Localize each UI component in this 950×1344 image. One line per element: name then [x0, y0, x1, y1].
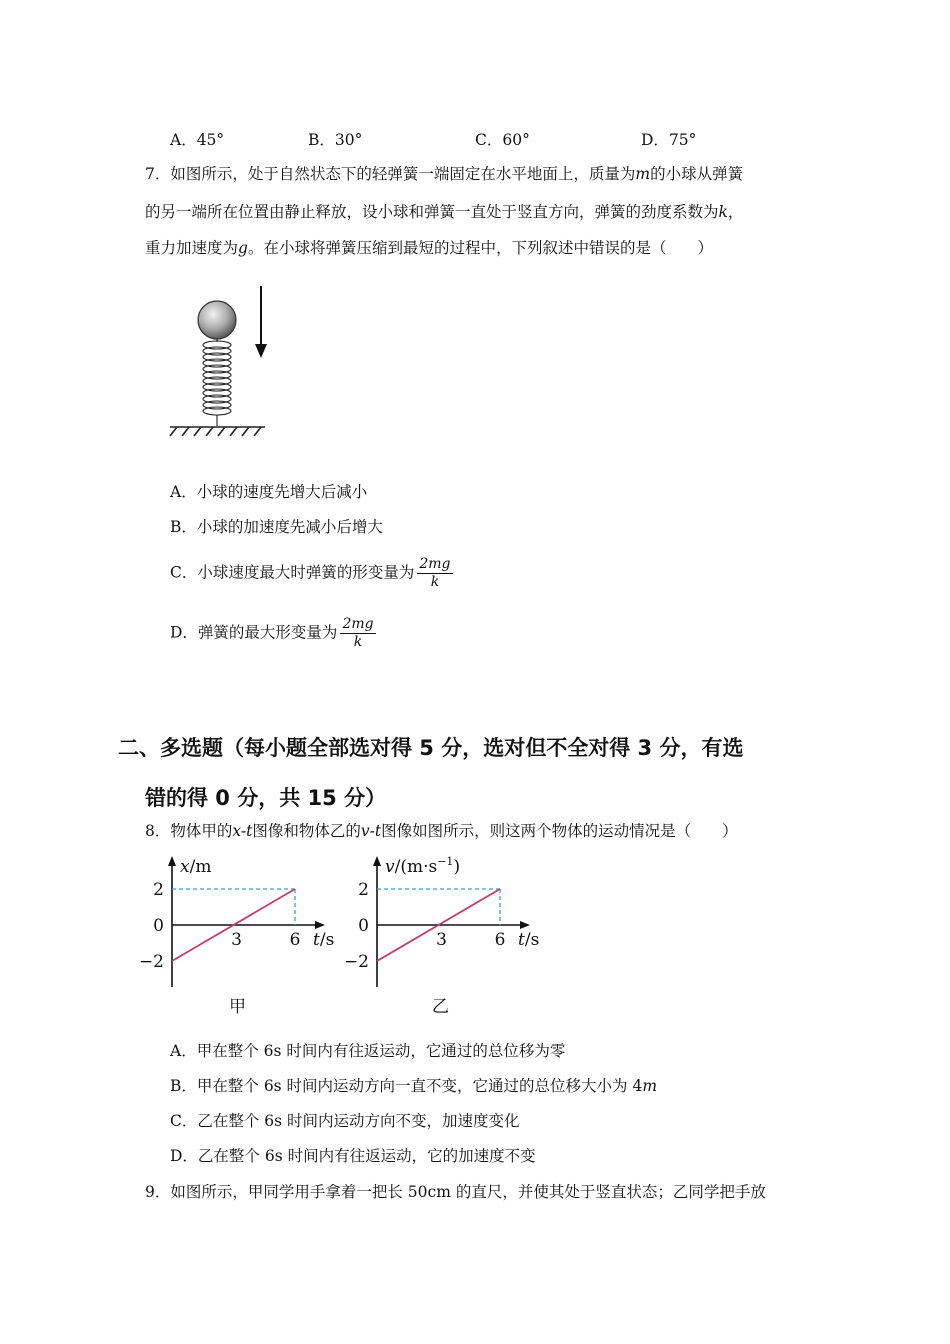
q7-stem-line3: 重力加速度为g。在小球将弹簧压缩到最短的过程中，下列叙述中错误的是（ ） [145, 239, 713, 257]
x-axis-label: t/s [518, 930, 540, 950]
chart-jia-caption: 甲 [229, 997, 246, 1017]
spring-ball-figure [165, 282, 275, 442]
var-m: m [635, 165, 651, 183]
q8-option-c[interactable]: C．乙在整个 6s 时间内运动方向不变，加速度变化 [170, 1112, 520, 1130]
y-axis-arrow-icon [168, 856, 176, 866]
y-tick-label: 0 [153, 916, 164, 936]
q6-option-c[interactable]: C．60° [475, 131, 530, 149]
var-g: g [238, 239, 248, 257]
q6-option-b[interactable]: B．30° [308, 131, 363, 149]
q7-option-a[interactable]: A．小球的速度先增大后减小 [170, 483, 368, 501]
y-tick-label: 0 [358, 916, 369, 936]
y-axis-arrow-icon [373, 856, 381, 866]
q8-option-d[interactable]: D．乙在整个 6s 时间内有往返运动，它的加速度不变 [170, 1147, 536, 1165]
y-axis-label: x/m [180, 857, 212, 877]
q7-stem-line1: 7．如图所示，处于自然状态下的轻弹簧一端固定在水平地面上，质量为m的小球从弹簧 [145, 165, 744, 183]
x-tick-label: 6 [289, 930, 301, 950]
y-axis-label: $v/(m\cdot s^{-1})$ [385, 855, 461, 877]
q8-option-b[interactable]: B．甲在整个 6s 时间内运动方向一直不变，它通过的总位移大小为 4m [170, 1077, 658, 1095]
x-tick-label: 3 [231, 930, 242, 950]
spring-coils [203, 339, 231, 426]
q7-stem-line2: 的另一端所在位置由静止释放，设小球和弹簧一直处于竖直方向，弹簧的劲度系数为k， [145, 203, 744, 221]
chart-yi [345, 850, 565, 990]
x-axis-label: t/s [313, 930, 335, 950]
ball [198, 301, 236, 339]
q7-option-b[interactable]: B．小球的加速度先减小后增大 [170, 518, 383, 536]
fraction-2mg-over-k: $\frac{2mg}{k}$ [419, 556, 451, 590]
section-heading-line2: 错的得 0 分，共 15 分） [145, 786, 387, 810]
chart-jia [140, 850, 350, 990]
x-axis-arrow-icon [520, 921, 530, 929]
y-tick-label: −2 [138, 952, 164, 972]
q8-option-a[interactable]: A．甲在整个 6s 时间内有往返运动，它通过的总位移为零 [170, 1042, 566, 1060]
ground [170, 427, 265, 436]
down-arrow-icon [255, 286, 267, 358]
y-tick-label: −2 [343, 952, 369, 972]
q6-option-d[interactable]: D．75° [641, 131, 697, 149]
x-tick-label: 6 [494, 930, 506, 950]
x-axis-arrow-icon [315, 921, 325, 929]
section-heading-line1: 二、多选题（每小题全部选对得 5 分，选对但不全对得 3 分，有选 [118, 736, 744, 760]
x-tick-label: 3 [436, 930, 447, 950]
chart-yi-caption: 乙 [432, 997, 449, 1017]
q6-option-a[interactable]: A．45° [170, 131, 225, 149]
q9-stem-line1: 9．如图所示，甲同学用手拿着一把长 50cm 的直尺，并使其处于竖直状态；乙同学把手放 [145, 1183, 766, 1201]
q8-stem: 8．物体甲的x-t图像和物体乙的v-t图像如图所示，则这两个物体的运动情况是（ ） [145, 822, 738, 840]
q7-option-d[interactable]: D．弹簧的最大形变量为 $\frac{2mg}{k}$ [170, 616, 374, 650]
var-k: k [718, 203, 728, 221]
fraction-2mg-over-k: $\frac{2mg}{k}$ [342, 616, 374, 650]
y-tick-label: 2 [358, 880, 369, 900]
y-tick-label: 2 [153, 880, 164, 900]
q7-option-c[interactable]: C．小球速度最大时弹簧的形变量为 $\frac{2mg}{k}$ [170, 556, 451, 590]
